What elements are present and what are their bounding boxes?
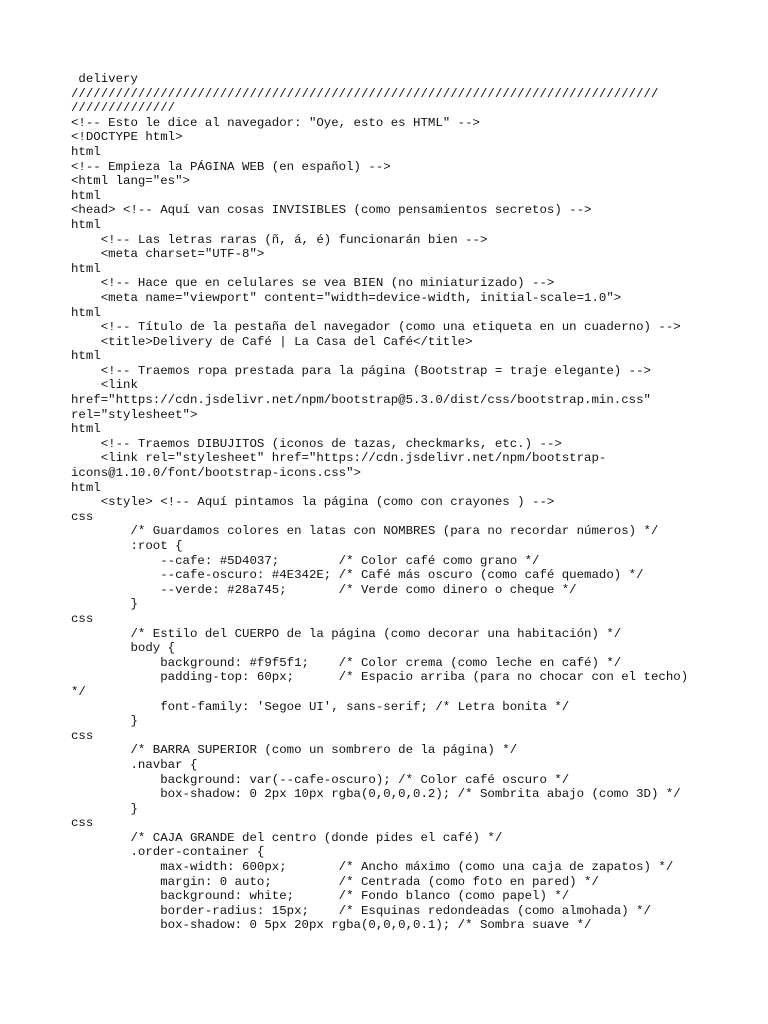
- code-line: html: [71, 349, 101, 364]
- code-line: <!DOCTYPE html>: [71, 130, 183, 145]
- code-line: --cafe: #5D4037; /* Color café como grano */: [71, 553, 540, 568]
- code-line: html: [71, 305, 101, 320]
- code-line: --verde: #28a745; /* Verde como dinero o cheque */: [71, 582, 577, 597]
- code-line: rel="stylesheet">: [71, 407, 198, 422]
- code-line: border-radius: 15px; /* Esquinas redondeadas (como almohada) */: [71, 903, 651, 918]
- code-line: ///////////////////////////////////////////////////////////////////////////////: [71, 86, 659, 101]
- code-line: /* Estilo del CUERPO de la página (como decorar una habitación) */: [71, 626, 622, 641]
- code-line: <title>Delivery de Café | La Casa del Café</title>: [71, 334, 473, 349]
- document-page: [71, 72, 761, 933]
- code-line: box-shadow: 0 2px 10px rgba(0,0,0,0.2); /* Sombrita abajo (como 3D) */: [71, 787, 681, 802]
- code-line: <!-- Título de la pestaña del navegador (como una etiqueta en un cuaderno) -->: [71, 320, 681, 335]
- code-line: --cafe-oscuro: #4E342E; /* Café más oscuro (como café quemado) */: [71, 568, 644, 583]
- code-line: /* CAJA GRANDE del centro (donde pides el café) */: [71, 830, 503, 845]
- code-line: html: [71, 422, 101, 437]
- code-line: <!-- Traemos DIBUJITOS (iconos de tazas, checkmarks, etc.) -->: [71, 436, 562, 451]
- code-line: <!-- Empieza la PÁGINA WEB (en español) -->: [71, 159, 391, 174]
- code-line: <!-- Hace que en celulares se vea BIEN (no miniaturizado) -->: [71, 276, 555, 291]
- code-line: }: [71, 714, 138, 729]
- code-line: <meta name="viewport" content="width=device-width, initial-scale=1.0">: [71, 290, 622, 305]
- code-line: .order-container {: [71, 845, 265, 860]
- code-line: /* BARRA SUPERIOR (como un sombrero de la página) */: [71, 743, 518, 758]
- code-line: <style> <!-- Aquí pintamos la página (como con crayones ) -->: [71, 495, 555, 510]
- code-line: <html lang="es">: [71, 174, 190, 189]
- code-line: .navbar {: [71, 757, 198, 772]
- code-line: box-shadow: 0 5px 20px rgba(0,0,0,0.1); /* Sombra suave */: [71, 918, 592, 933]
- code-line: <!-- Las letras raras (ñ, á, é) funcionarán bien -->: [71, 232, 488, 247]
- code-line: background: var(--cafe-oscuro); /* Color café oscuro */: [71, 772, 570, 787]
- code-line: :root {: [71, 539, 183, 553]
- code-line: html: [71, 188, 101, 203]
- code-line: }: [71, 801, 138, 816]
- code-line: delivery: [71, 72, 138, 86]
- code-line: max-width: 600px; /* Ancho máximo (como una caja de zapatos) */: [71, 860, 674, 875]
- code-line: */: [71, 684, 86, 699]
- code-line: icons@1.10.0/font/bootstrap-icons.css">: [71, 466, 361, 481]
- code-line: <link: [71, 378, 138, 393]
- code-line: css: [71, 816, 94, 831]
- code-line: <link rel="stylesheet" href="https://cdn.jsdelivr.net/npm/bootstrap-: [71, 451, 607, 466]
- code-line: css: [71, 728, 94, 743]
- code-line: html: [71, 217, 101, 232]
- code-line: }: [71, 597, 138, 612]
- code-line: padding-top: 60px; /* Espacio arriba (para no chocar con el techo): [71, 670, 689, 685]
- code-line: <head> <!-- Aquí van cosas INVISIBLES (como pensamientos secretos) -->: [71, 203, 592, 218]
- code-line: href="https://cdn.jsdelivr.net/npm/bootstrap@5.3.0/dist/css/bootstrap.min.css": [71, 393, 651, 408]
- code-line: html: [71, 261, 101, 276]
- code-line: <!-- Esto le dice al navegador: "Oye, esto es HTML" -->: [71, 115, 480, 130]
- code-line: background: #f9f5f1; /* Color crema (como leche en café) */: [71, 655, 622, 670]
- code-line: body {: [71, 641, 176, 656]
- code-line: html: [71, 480, 101, 495]
- code-line: <!-- Traemos ropa prestada para la página (Bootstrap = traje elegante) -->: [71, 363, 651, 378]
- code-line: font-family: 'Segoe UI', sans-serif; /* Letra bonita */: [71, 699, 570, 714]
- code-line: margin: 0 auto; /* Centrada (como foto en pared) */: [71, 874, 599, 889]
- code-line: background: white; /* Fondo blanco (como papel) */: [71, 889, 570, 904]
- code-line: css: [71, 509, 94, 524]
- code-line: css: [71, 611, 94, 626]
- code-line: <meta charset="UTF-8">: [71, 247, 265, 262]
- code-line: /* Guardamos colores en latas con NOMBRES (para no recordar números) */: [71, 524, 659, 539]
- code-line: //////////////: [71, 101, 176, 116]
- code-line: html: [71, 144, 101, 159]
